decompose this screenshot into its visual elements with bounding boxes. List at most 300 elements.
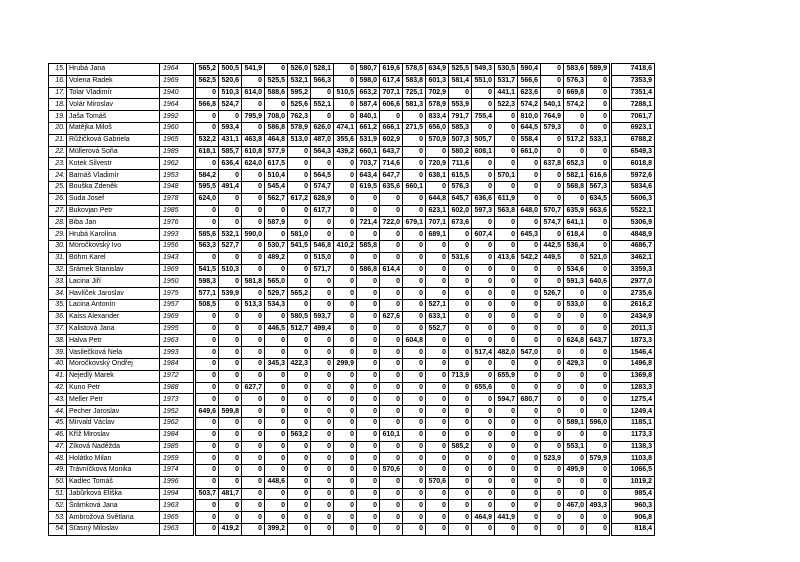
score-cell: 0 <box>380 441 403 453</box>
score-cell: 0 <box>380 193 403 205</box>
name-cell: Havlíček Jaroslav <box>67 288 160 300</box>
score-cell: 604,8 <box>403 335 426 347</box>
score-cell: 0 <box>242 122 265 134</box>
score-cell: 0 <box>403 417 426 429</box>
rank-cell: 42. <box>49 382 67 394</box>
score-cell: 0 <box>334 64 357 76</box>
score-cell: 0 <box>587 229 610 241</box>
score-cell: 0 <box>334 229 357 241</box>
score-cell: 503,7 <box>196 488 219 500</box>
score-cell: 633,1 <box>426 311 449 323</box>
score-cell: 0 <box>265 429 288 441</box>
score-cell: 0 <box>265 64 288 76</box>
score-cell: 0 <box>587 111 610 123</box>
rank-cell: 20. <box>49 122 67 134</box>
score-cell: 0 <box>587 99 610 111</box>
score-cell: 0 <box>587 311 610 323</box>
score-cell: 585,7 <box>219 146 242 158</box>
score-cell: 618,1 <box>196 146 219 158</box>
score-cell: 0 <box>219 323 242 335</box>
score-cell: 0 <box>495 146 518 158</box>
score-cell: 0 <box>426 524 449 536</box>
year-cell: 1950 <box>160 276 194 288</box>
rank-cell: 15. <box>49 64 67 76</box>
score-cell: 0 <box>380 299 403 311</box>
score-cell: 617,2 <box>288 193 311 205</box>
score-cell: 0 <box>495 122 518 134</box>
score-cell: 0 <box>495 476 518 488</box>
score-cell: 552,7 <box>426 323 449 335</box>
name-cell: Biba Jan <box>67 217 160 229</box>
score-cell: 0 <box>518 441 541 453</box>
total-cell: 5972,6 <box>612 170 655 182</box>
score-cell: 655,6 <box>472 382 495 394</box>
score-cell: 617,4 <box>380 75 403 87</box>
score-cell: 0 <box>311 465 334 477</box>
table-row <box>49 476 655 488</box>
score-cell: 507,3 <box>449 134 472 146</box>
score-cell: 531,6 <box>449 252 472 264</box>
table-row <box>49 417 655 429</box>
score-cell: 574,7 <box>541 217 564 229</box>
score-cell: 666,1 <box>380 122 403 134</box>
score-cell: 0 <box>403 347 426 359</box>
name-cell: Lacina Jiří <box>67 276 160 288</box>
year-cell: 1975 <box>160 288 194 300</box>
score-cell: 0 <box>426 382 449 394</box>
score-cell: 624,0 <box>242 158 265 170</box>
score-cell: 0 <box>518 417 541 429</box>
score-cell: 656,0 <box>426 122 449 134</box>
score-cell: 0 <box>541 75 564 87</box>
score-cell: 0 <box>311 158 334 170</box>
score-cell: 0 <box>380 276 403 288</box>
score-cell: 0 <box>426 406 449 418</box>
year-cell: 1985 <box>160 441 194 453</box>
score-cell: 0 <box>472 465 495 477</box>
year-cell: 1959 <box>160 453 194 465</box>
score-cell: 0 <box>472 311 495 323</box>
score-cell: 0 <box>380 453 403 465</box>
score-cell: 0 <box>449 417 472 429</box>
table-row <box>49 252 655 264</box>
score-cell: 0 <box>587 299 610 311</box>
year-cell: 1995 <box>160 323 194 335</box>
score-cell: 589,1 <box>564 417 587 429</box>
year-cell: 1993 <box>160 347 194 359</box>
score-cell: 0 <box>242 311 265 323</box>
score-cell: 0 <box>196 465 219 477</box>
name-cell: Jabůrková Eliška <box>67 488 160 500</box>
score-cell: 580,2 <box>449 146 472 158</box>
score-cell: 611,9 <box>495 193 518 205</box>
table-row <box>49 111 655 123</box>
total-cell: 1546,4 <box>612 347 655 359</box>
score-cell: 680,7 <box>518 394 541 406</box>
rank-cell: 54. <box>49 524 67 536</box>
score-cell: 355,6 <box>334 134 357 146</box>
score-cell: 512,7 <box>288 323 311 335</box>
score-cell: 0 <box>242 476 265 488</box>
score-cell: 0 <box>242 441 265 453</box>
score-cell: 0 <box>265 465 288 477</box>
year-cell: 1984 <box>160 358 194 370</box>
score-cell: 0 <box>403 488 426 500</box>
name-cell: Nejedlý Marek <box>67 370 160 382</box>
score-cell: 0 <box>403 465 426 477</box>
score-cell: 0 <box>426 288 449 300</box>
rank-cell: 47. <box>49 441 67 453</box>
table-row <box>49 134 655 146</box>
score-cell: 0 <box>426 417 449 429</box>
year-cell: 1972 <box>160 370 194 382</box>
score-cell: 530,7 <box>265 240 288 252</box>
score-cell: 0 <box>265 488 288 500</box>
score-cell: 0 <box>403 288 426 300</box>
rank-cell: 38. <box>49 335 67 347</box>
score-cell: 0 <box>334 75 357 87</box>
score-cell: 0 <box>242 406 265 418</box>
score-cell: 525,5 <box>449 64 472 76</box>
score-cell: 0 <box>357 252 380 264</box>
score-cell: 722,0 <box>380 217 403 229</box>
score-cell: 0 <box>541 370 564 382</box>
score-cell: 0 <box>357 453 380 465</box>
year-cell: 1969 <box>160 311 194 323</box>
score-cell: 0 <box>518 158 541 170</box>
score-cell: 0 <box>495 299 518 311</box>
score-cell: 0 <box>472 288 495 300</box>
score-cell: 648,0 <box>518 205 541 217</box>
score-cell: 721,4 <box>357 217 380 229</box>
score-cell: 0 <box>564 122 587 134</box>
score-cell: 0 <box>541 181 564 193</box>
score-cell: 714,6 <box>380 158 403 170</box>
score-cell: 0 <box>380 394 403 406</box>
score-cell: 0 <box>311 382 334 394</box>
score-cell: 410,2 <box>334 240 357 252</box>
score-cell: 399,2 <box>265 524 288 536</box>
score-cell: 602,0 <box>449 205 472 217</box>
score-cell: 0 <box>449 229 472 241</box>
name-cell: Šrámková Jana <box>67 500 160 512</box>
score-cell: 570,1 <box>495 170 518 182</box>
score-cell: 0 <box>265 512 288 524</box>
score-cell: 566,3 <box>311 75 334 87</box>
total-cell: 1275,4 <box>612 394 655 406</box>
score-cell: 0 <box>587 465 610 477</box>
score-cell: 530,5 <box>495 64 518 76</box>
score-cell: 585,3 <box>449 122 472 134</box>
score-cell: 0 <box>495 158 518 170</box>
score-cell: 0 <box>357 488 380 500</box>
score-cell: 0 <box>426 453 449 465</box>
score-cell: 634,9 <box>426 64 449 76</box>
score-cell: 0 <box>334 311 357 323</box>
score-cell: 0 <box>472 252 495 264</box>
score-cell: 595,2 <box>288 87 311 99</box>
score-cell: 0 <box>334 382 357 394</box>
score-cell: 0 <box>219 311 242 323</box>
score-cell: 533,0 <box>564 299 587 311</box>
score-cell: 0 <box>265 500 288 512</box>
score-cell: 663,2 <box>357 87 380 99</box>
total-cell: 985,4 <box>612 488 655 500</box>
table-row <box>49 524 655 536</box>
total-cell: 1873,3 <box>612 335 655 347</box>
year-cell: 1984 <box>160 429 194 441</box>
score-cell: 0 <box>564 193 587 205</box>
score-cell: 0 <box>541 170 564 182</box>
score-cell: 0 <box>380 240 403 252</box>
score-cell: 0 <box>357 299 380 311</box>
rank-cell: 16. <box>49 75 67 87</box>
table-row <box>49 500 655 512</box>
score-cell: 534,3 <box>265 299 288 311</box>
total-cell: 2977,0 <box>612 276 655 288</box>
rank-cell: 50. <box>49 476 67 488</box>
score-cell: 708,0 <box>265 111 288 123</box>
score-cell: 0 <box>288 406 311 418</box>
name-cell: Kotek Silvestr <box>67 158 160 170</box>
score-cell: 0 <box>518 370 541 382</box>
score-cell: 0 <box>403 382 426 394</box>
score-cell: 0 <box>449 453 472 465</box>
score-cell: 439,2 <box>334 146 357 158</box>
rank-cell: 39. <box>49 347 67 359</box>
total-cell: 906,8 <box>612 512 655 524</box>
score-cell: 0 <box>518 476 541 488</box>
rank-cell: 41. <box>49 370 67 382</box>
score-cell: 0 <box>219 299 242 311</box>
score-cell: 585,6 <box>196 229 219 241</box>
score-cell: 0 <box>288 476 311 488</box>
score-cell: 707,1 <box>426 217 449 229</box>
total-cell: 1185,1 <box>612 417 655 429</box>
score-cell: 527,1 <box>426 299 449 311</box>
score-cell: 0 <box>311 453 334 465</box>
year-cell: 1948 <box>160 181 194 193</box>
score-cell: 505,7 <box>472 134 495 146</box>
score-cell: 0 <box>357 394 380 406</box>
score-cell: 0 <box>541 500 564 512</box>
score-cell: 0 <box>403 252 426 264</box>
total-cell: 1066,5 <box>612 465 655 477</box>
table-row <box>49 323 655 335</box>
table-row <box>49 299 655 311</box>
score-cell: 0 <box>219 394 242 406</box>
rank-cell: 18. <box>49 99 67 111</box>
score-cell: 0 <box>449 311 472 323</box>
score-cell: 0 <box>495 335 518 347</box>
score-cell: 580,7 <box>357 64 380 76</box>
score-cell: 0 <box>380 335 403 347</box>
score-cell: 0 <box>518 429 541 441</box>
year-cell: 1974 <box>160 465 194 477</box>
score-cell: 0 <box>196 429 219 441</box>
total-cell: 2616,2 <box>612 299 655 311</box>
score-cell: 0 <box>334 158 357 170</box>
score-cell: 0 <box>334 264 357 276</box>
score-cell: 0 <box>219 453 242 465</box>
score-cell: 627,7 <box>242 382 265 394</box>
score-cell: 0 <box>288 441 311 453</box>
score-cell: 0 <box>541 229 564 241</box>
score-cell: 635,6 <box>380 181 403 193</box>
score-cell: 0 <box>311 370 334 382</box>
score-cell: 0 <box>288 158 311 170</box>
rank-cell: 28. <box>49 217 67 229</box>
score-cell: 581,8 <box>242 276 265 288</box>
score-cell: 0 <box>472 453 495 465</box>
score-cell: 0 <box>495 417 518 429</box>
name-cell: Böhm Karel <box>67 252 160 264</box>
score-cell: 628,9 <box>311 193 334 205</box>
rank-cell: 29. <box>49 229 67 241</box>
score-cell: 577,1 <box>196 288 219 300</box>
score-cell: 0 <box>288 276 311 288</box>
rank-cell: 26. <box>49 193 67 205</box>
score-cell: 581,4 <box>449 75 472 87</box>
score-cell: 0 <box>564 453 587 465</box>
score-cell: 0 <box>541 87 564 99</box>
rank-cell: 22. <box>49 146 67 158</box>
score-cell: 0 <box>334 417 357 429</box>
score-cell: 644,5 <box>518 122 541 134</box>
score-cell: 0 <box>265 229 288 241</box>
rank-cell: 49. <box>49 465 67 477</box>
score-cell: 0 <box>242 181 265 193</box>
score-cell: 0 <box>219 347 242 359</box>
score-cell: 599,8 <box>219 406 242 418</box>
score-cell: 0 <box>587 75 610 87</box>
score-cell: 513,0 <box>288 134 311 146</box>
score-cell: 0 <box>472 240 495 252</box>
score-cell: 617,5 <box>265 158 288 170</box>
score-cell: 576,3 <box>564 75 587 87</box>
score-cell: 0 <box>564 524 587 536</box>
rank-cell: 44. <box>49 406 67 418</box>
score-cell: 0 <box>288 488 311 500</box>
score-cell: 531,7 <box>495 75 518 87</box>
name-cell: Tolar Vladimír <box>67 87 160 99</box>
score-cell: 0 <box>196 512 219 524</box>
score-cell: 0 <box>495 276 518 288</box>
score-cell: 623,6 <box>518 87 541 99</box>
score-cell: 591,3 <box>564 276 587 288</box>
score-cell: 0 <box>357 524 380 536</box>
score-cell: 644,8 <box>426 193 449 205</box>
year-cell: 1978 <box>160 193 194 205</box>
total-cell: 1173,3 <box>612 429 655 441</box>
table-row <box>49 240 655 252</box>
total-cell: 2434,9 <box>612 311 655 323</box>
score-cell: 0 <box>472 276 495 288</box>
score-cell: 536,4 <box>564 240 587 252</box>
score-cell: 526,0 <box>288 64 311 76</box>
score-cell: 0 <box>426 276 449 288</box>
score-cell: 577,9 <box>265 146 288 158</box>
score-cell: 0 <box>380 524 403 536</box>
score-cell: 0 <box>518 500 541 512</box>
score-cell: 513,3 <box>242 299 265 311</box>
name-cell: Kuno Petr <box>67 382 160 394</box>
score-cell: 795,9 <box>242 111 265 123</box>
score-cell: 617,7 <box>311 205 334 217</box>
results-sheet <box>48 63 655 536</box>
score-cell: 0 <box>541 193 564 205</box>
rank-cell: 23. <box>49 158 67 170</box>
score-cell: 614,4 <box>380 264 403 276</box>
table-row <box>49 311 655 323</box>
score-cell: 0 <box>196 335 219 347</box>
table-row <box>49 229 655 241</box>
score-cell: 0 <box>495 500 518 512</box>
rank-cell: 52. <box>49 500 67 512</box>
score-cell: 643,7 <box>380 146 403 158</box>
score-cell: 474,1 <box>334 122 357 134</box>
score-cell: 0 <box>587 240 610 252</box>
score-cell: 0 <box>380 347 403 359</box>
score-cell: 0 <box>587 441 610 453</box>
rank-cell: 24. <box>49 170 67 182</box>
score-cell: 0 <box>288 417 311 429</box>
score-cell: 0 <box>311 476 334 488</box>
year-cell: 1973 <box>160 394 194 406</box>
score-cell: 0 <box>495 229 518 241</box>
score-cell: 0 <box>380 370 403 382</box>
score-cell: 0 <box>196 453 219 465</box>
rank-cell: 19. <box>49 111 67 123</box>
score-cell: 0 <box>219 382 242 394</box>
total-cell: 6923,1 <box>612 122 655 134</box>
score-cell: 0 <box>196 370 219 382</box>
score-cell: 0 <box>518 181 541 193</box>
score-cell: 482,0 <box>495 347 518 359</box>
score-cell: 616,6 <box>587 170 610 182</box>
score-cell: 566,8 <box>196 99 219 111</box>
score-cell: 703,7 <box>357 158 380 170</box>
score-cell: 0 <box>380 476 403 488</box>
score-cell: 0 <box>380 358 403 370</box>
score-cell: 614,0 <box>242 87 265 99</box>
score-cell: 0 <box>311 406 334 418</box>
score-cell: 0 <box>472 500 495 512</box>
score-cell: 0 <box>564 476 587 488</box>
score-cell: 0 <box>219 500 242 512</box>
score-cell: 0 <box>518 217 541 229</box>
score-cell: 0 <box>288 465 311 477</box>
score-cell: 508,5 <box>196 299 219 311</box>
score-cell: 0 <box>449 240 472 252</box>
score-cell: 0 <box>587 429 610 441</box>
score-cell: 510,3 <box>219 264 242 276</box>
score-cell: 0 <box>472 335 495 347</box>
score-cell: 534,6 <box>564 264 587 276</box>
table-row <box>49 429 655 441</box>
score-cell: 618,4 <box>564 229 587 241</box>
score-cell: 0 <box>219 217 242 229</box>
score-cell: 0 <box>334 323 357 335</box>
score-cell: 0 <box>334 370 357 382</box>
score-cell: 0 <box>449 276 472 288</box>
score-cell: 0 <box>426 335 449 347</box>
score-cell: 583,6 <box>564 64 587 76</box>
score-cell: 564,5 <box>311 170 334 182</box>
score-cell: 0 <box>334 453 357 465</box>
score-cell: 517,4 <box>472 347 495 359</box>
score-cell: 565,2 <box>288 288 311 300</box>
